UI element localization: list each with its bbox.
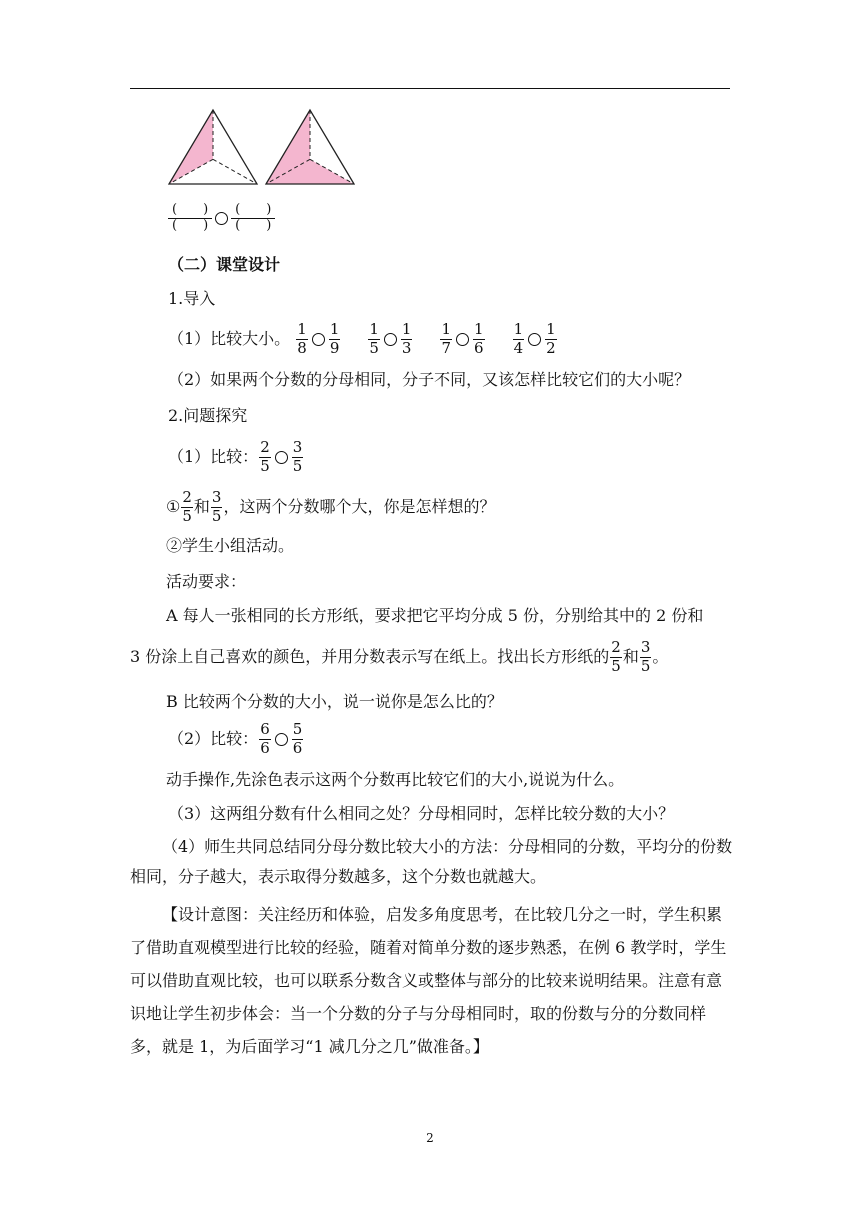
explore-heading: 2.问题探究 (168, 406, 248, 425)
fraction-3-5: $\frac{3}{5}$ (211, 488, 222, 525)
fraction: $\frac{1}{3}$ (401, 320, 412, 357)
fraction-2-5: $\frac{2}{5}$ (260, 438, 270, 475)
activity-label: 活动要求： (166, 572, 247, 591)
fraction-3-5: $\frac{3}{5}$ (292, 438, 303, 475)
compare-circle[interactable] (456, 333, 469, 346)
intro-heading: 1.导入 (168, 289, 216, 308)
fraction-2-5: $\frac{2}{5}$ (182, 488, 192, 525)
fraction: $\frac{1}{6}$ (474, 320, 484, 357)
explore-q4: （4）师生共同总结同分母分数比较大小的方法：分母相同的分数，平均分的份数相同，分子越大，表示取得分数越多，这个分数也就越大。 (130, 837, 733, 886)
header-rule (130, 88, 730, 89)
explore-q3: （3）这两组分数有什么相同之处？分母相同时，怎样比较分数的大小？ (168, 804, 675, 823)
page-number: 2 (426, 1131, 434, 1145)
fraction: $\frac{1}{2}$ (546, 320, 556, 357)
fraction-3-5: $\frac{3}{5}$ (640, 638, 651, 675)
compare-circle[interactable] (312, 333, 325, 346)
compare-circle[interactable] (528, 333, 541, 346)
fraction: $\frac{1}{7}$ (441, 320, 452, 357)
explore-item2: ②学生小组活动。 (166, 536, 295, 555)
requirement-a-line2: 3 份涂上自己喜欢的颜色，并用分数表示写在纸上。找出长方形纸的 $\frac{2}{5}$ 和 $\frac{3}{5}$ 。 (130, 638, 669, 675)
fraction-5-6: $\frac{5}{6}$ (292, 720, 303, 757)
blank-fraction-right[interactable]: ( ) ( ) (231, 203, 275, 234)
compare-circle[interactable] (215, 212, 228, 225)
fraction: $\frac{1}{8}$ (297, 320, 307, 357)
blank-comparison (168, 203, 275, 234)
fraction-2-5: $\frac{2}{5}$ (611, 638, 621, 675)
fraction-pair (295, 320, 341, 357)
fraction: $\frac{1}{4}$ (513, 320, 524, 357)
explore-q2-text: 动手操作,先涂色表示这两个分数再比较它们的大小,说说为什么。 (166, 770, 625, 789)
compare-circle[interactable] (275, 451, 288, 464)
section-title: （二）课堂设计 (168, 255, 281, 274)
fraction: $\frac{1}{9}$ (329, 320, 340, 357)
blank-fraction-left[interactable]: ( ) ( ) (168, 203, 212, 234)
requirement-a-line1: A 每人一张相同的长方形纸，要求把它平均分成 5 份，分别给其中的 2 份和 (166, 606, 704, 625)
intro-q2: （2）如果两个分数的分母相同，分子不同，又该怎样比较它们的大小呢？ (168, 370, 691, 389)
fraction-6-6: $\frac{6}{6}$ (260, 720, 270, 757)
intro-q1: （1）比较大小。 $\frac{1}{8}$ $\frac{1}{9}$ $\frac{1}{5}$ $\frac{1}{3}$ $\frac{1}{7}$ $\frac{1}{6}$ $\frac{1}{4}$ $\frac{1}{2}$ (168, 322, 584, 357)
explore-q1: （1）比较： $\frac{2}{5}$ $\frac{3}{5}$ (168, 438, 303, 475)
fraction: $\frac{1}{5}$ (369, 320, 379, 357)
fraction-pair (512, 320, 558, 357)
design-intent: 【设计意图：关注经历和体验，启发多角度思考，在比较几分之一时，学生积累了借助直观模型进行比较的经验，随着对简单分数的逐步熟悉，在例 6 教学时，学生可以借助直观比较，也可以联系分数含义或整体与部分的比较来说明结果。注意有意识地让学生初步体会：当一个分数的分子与分母相同时，取的份数与分的分数同样多，就是 1，为后面学习“1 减几分之几”做准备。】 (130, 905, 727, 1056)
requirement-b: B 比较两个分数的大小，说一说你是怎么比的？ (166, 692, 503, 711)
triangle-figures (165, 108, 355, 188)
compare-circle[interactable] (275, 733, 288, 746)
fraction-pair (367, 320, 413, 357)
compare-circle[interactable] (384, 333, 397, 346)
explore-q2: （2）比较： $\frac{6}{6}$ $\frac{5}{6}$ (168, 720, 303, 757)
fraction-pair (439, 320, 485, 357)
explore-item1: ① $\frac{2}{5}$ 和 $\frac{3}{5}$ ，这两个分数哪个大，你是怎样想的？ (166, 488, 496, 525)
